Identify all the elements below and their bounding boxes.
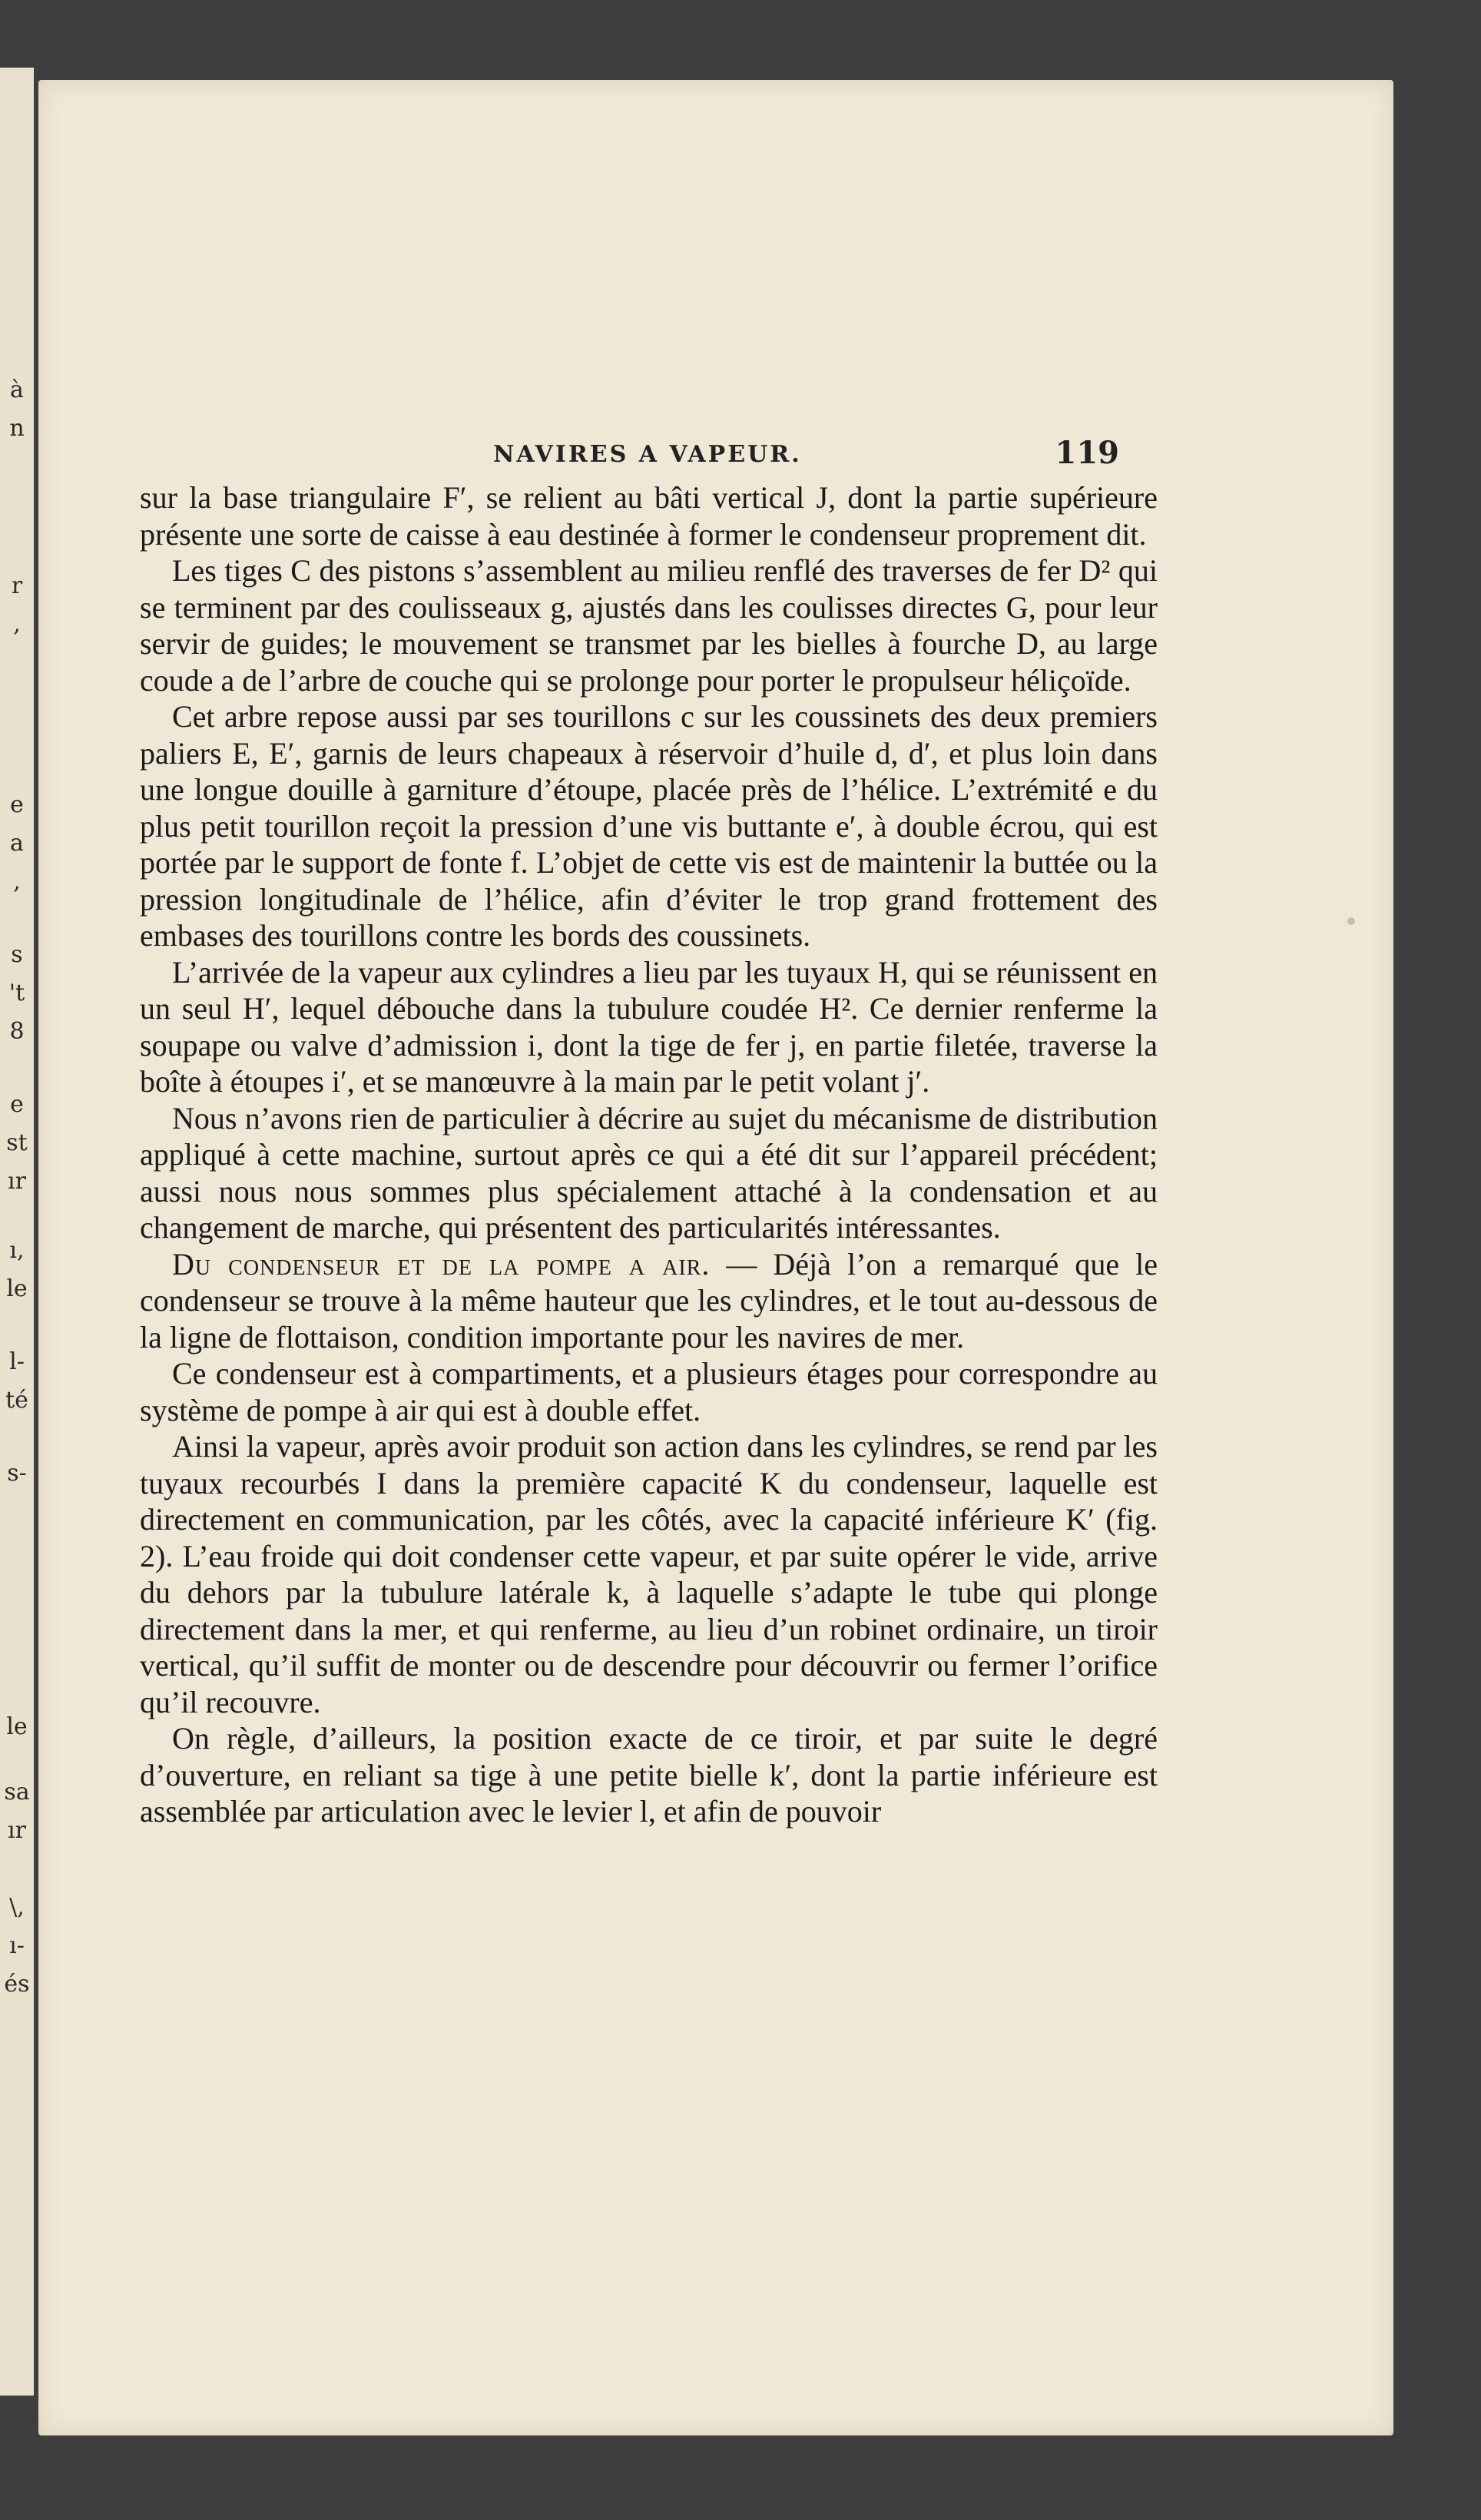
margin-fragment: ır xyxy=(8,1817,26,1844)
paragraph: sur la base triangulaire F′, se relient au bâti vertical J, dont la partie supérieure présente une sorte de caisse à eau destinée à former le condenseur proprement dit. xyxy=(140,480,1158,552)
margin-fragment: e xyxy=(10,791,24,818)
margin-fragment: ı, xyxy=(9,1237,25,1264)
margin-fragment: le xyxy=(6,1275,28,1302)
running-title: NAVIRES A VAPEUR. xyxy=(493,441,802,468)
page-body xyxy=(140,479,1158,1830)
margin-fragment: \, xyxy=(9,1894,25,1921)
margin-fragment: e xyxy=(10,1091,24,1118)
margin-fragment: a xyxy=(10,830,24,857)
margin-fragment: st xyxy=(6,1129,28,1156)
margin-fragment: 't xyxy=(8,980,25,1006)
paragraph: Ainsi la vapeur, après avoir produit son action dans les cylindres, se rend par les tuyaux recourbés I dans la première capacité K du condenseur, laquelle est directement en communication, par les côtés, avec la capacité inférieure K′ (fig. 2). L’eau froide qui doit condenser cette vapeur, et par suite opérer le vide, arrive du dehors par la tubulure latérale k, à laquelle s’adapte le tube qui plonge directement dans la mer, et qui renferme, au lieu d’un robinet ordinaire, un tiroir vertical, qu’il suffit de monter ou de descendre pour découvrir ou fermer l’orifice qu’il recouvre. xyxy=(140,1429,1158,1719)
paragraph: Nous n’avons rien de particulier à décrire au sujet du mécanisme de distribution appliqué à cette machine, surtout après ce qui a été dit sur l’appareil précédent; aussi nous nous sommes plus spécialement attaché à la condensation et au changement de marche, qui présentent des particularités intéressantes. xyxy=(140,1100,1158,1245)
margin-fragment: , xyxy=(13,868,21,895)
paragraph: L’arrivée de la vapeur aux cylindres a lieu par les tuyaux H, qui se réunissent en un seul H′, lequel débouche dans la tubulure coudée H². Ce dernier renferme la soupape ou valve d’admission i, dont la tige de fer j, en partie filetée, traverse la boîte à étoupes i′, et se manœuvre à la main par le petit volant j′. xyxy=(140,954,1158,1099)
section-heading: Du condenseur et de la pompe a air. xyxy=(172,1246,711,1282)
margin-fragment: n xyxy=(9,415,25,442)
book-page xyxy=(38,80,1393,2435)
margin-fragment: sa xyxy=(4,1779,30,1805)
paragraph: Cet arbre repose aussi par ses tourillons c sur les coussinets des deux premiers paliers E, E′, garnis de leurs chapeaux à réservoir d’huile d, d′, et plus loin dans une longue douille à garniture d’étoupe, placée près de l’hélice. L’extrémité e du plus petit tourillon reçoit la pression d’une vis buttante e′, à double écrou, qui est portée par le support de fonte f. L’objet de cette vis est de maintenir la buttée ou la pression longitudinale de l’hélice, afin d’éviter le trop grand frottement des embases des tourillons contre les bords des coussinets. xyxy=(140,699,1158,953)
margin-fragment: té xyxy=(5,1387,28,1414)
margin-fragment: , xyxy=(13,611,21,638)
margin-fragment: ır xyxy=(8,1168,26,1195)
margin-fragment: l- xyxy=(9,1348,25,1375)
paper-spot xyxy=(1347,917,1355,925)
paragraph: Ce condenseur est à compartiments, et a plusieurs étages pour correspondre au système de pompe à air qui est à double effet. xyxy=(140,1356,1158,1427)
margin-fragment: 8 xyxy=(9,1018,25,1045)
margin-fragment: s- xyxy=(7,1460,27,1487)
margin-fragment: ı- xyxy=(9,1932,25,1959)
margin-fragment: s xyxy=(11,941,23,968)
margin-fragment: r xyxy=(11,572,23,599)
section-paragraph xyxy=(140,1246,1158,1356)
page-header xyxy=(38,432,1393,478)
paragraph: On règle, d’ailleurs, la position exacte de ce tiroir, et par suite le degré d’ouverture, en reliant sa tige à une petite bielle k′, dont la partie inférieure est assemblée par articulation avec le levier l, et afin de pouvoir xyxy=(140,1721,1158,1829)
margin-fragment: le xyxy=(6,1713,28,1740)
paragraph: Les tiges C des pistons s’assemblent au milieu renflé des traverses de fer D² qui se terminent par des coulisseaux g, ajustés dans les coulisses directes G, pour leur servir de guides; le mouvement se transmet par les bielles à fourche D, au large coude a de l’arbre de couche qui se prolonge pour porter le propulseur héliçoïde. xyxy=(140,553,1158,698)
adjacent-left-page xyxy=(0,68,34,2396)
margin-fragment: és xyxy=(4,1971,30,1998)
paragraph-text: — Déjà l’on a remarqué que le condenseur se trouve à la même hauteur que les cylindres, et le tout au-dessous de la ligne de flottaison, condition importante pour les navires de mer. xyxy=(140,1246,1158,1354)
left-page-margin-fragments xyxy=(0,68,34,2396)
margin-fragment: à xyxy=(10,376,24,403)
page-number: 119 xyxy=(1055,435,1119,471)
